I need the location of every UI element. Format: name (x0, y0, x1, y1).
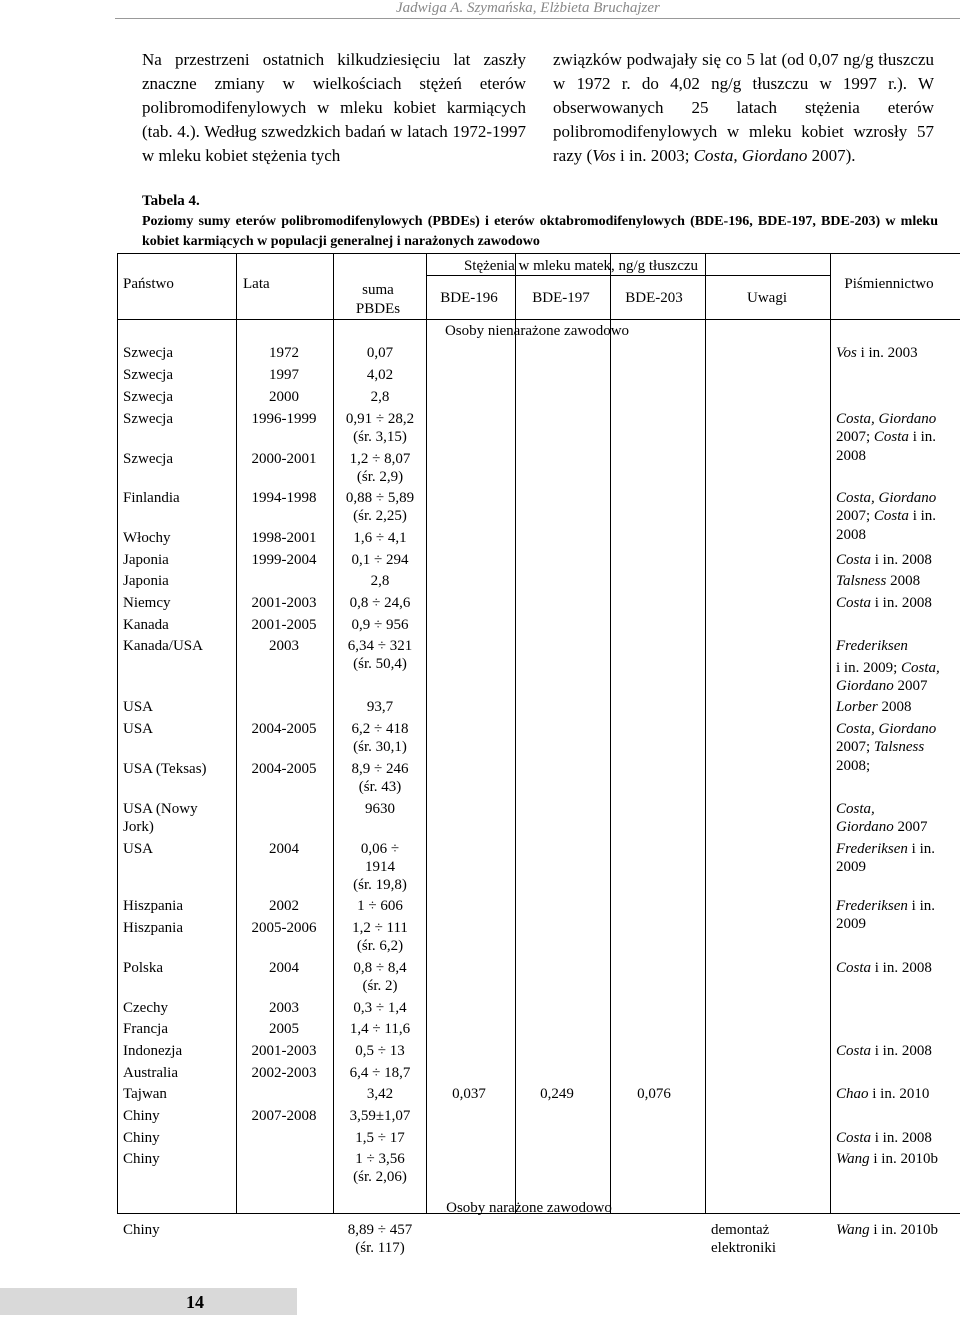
header-notes: Uwagi (747, 290, 787, 306)
footer-band (0, 1288, 297, 1315)
row-country: Indonezja (123, 1043, 183, 1059)
row-sum-pbdes: 0,91 ÷ 28,2 (345, 411, 415, 427)
row-sum-pbdes: 1,4 ÷ 11,6 (349, 1021, 411, 1037)
row-reference: Costa i in. 2008 (836, 1043, 932, 1059)
row-country: Szwecja (123, 389, 173, 405)
table-label: Tabela 4. (142, 193, 200, 209)
row-sum-pbdes: (śr. 2) (362, 978, 398, 994)
row-reference: Frederiksen (836, 638, 908, 654)
row-country: USA (123, 699, 154, 715)
row-country: Chiny (123, 1130, 160, 1146)
header-bde197: BDE-197 (532, 290, 590, 306)
row-country: Hiszpania (123, 898, 183, 914)
row-years: 2002-2003 (251, 1065, 317, 1081)
row-reference: Costa, Giordano (836, 721, 937, 737)
row-sum-pbdes: 0,8 ÷ 8,4 (353, 960, 407, 976)
row-sum-pbdes: 6,4 ÷ 18,7 (349, 1065, 411, 1081)
row-sum-pbdes: 1,2 ÷ 111 (352, 920, 408, 936)
header-bottom-rule (117, 319, 960, 320)
row-reference: 2009 (836, 859, 866, 875)
row-country: Japonia (123, 552, 169, 568)
row-country: USA (Teksas) (123, 761, 207, 777)
row-reference: 2007; Costa i in. (836, 508, 937, 524)
row-country: USA (123, 841, 154, 857)
row-reference: Giordano 2007 (836, 678, 928, 694)
row-reference: Frederiksen i in. (836, 841, 936, 857)
row-country: Kanada/USA (123, 638, 203, 654)
row-years: 2004 (269, 841, 299, 857)
years-column-separator (236, 253, 237, 1213)
row-sum-pbdes: 1 ÷ 3,56 (355, 1151, 405, 1167)
row-country: Szwecja (123, 411, 173, 427)
row-country: Włochy (123, 530, 171, 546)
section-exposed: Osoby narażone zawodowo (446, 1200, 612, 1216)
row-bde197: 0,249 (540, 1086, 574, 1102)
row-sum-pbdes: 2,8 (370, 389, 390, 405)
header-concentration: Stężenia w mleku matek, ng/g tłuszczu (463, 258, 699, 274)
row-sum-pbdes: 9630 (365, 801, 395, 817)
section-unexposed: Osoby nienarażone zawodowo (444, 323, 630, 339)
row-reference: Vos i in. 2003 (836, 345, 918, 361)
row-sum-pbdes: 6,34 ÷ 321 (347, 638, 413, 654)
row-reference: Costa i in. 2008 (836, 595, 932, 611)
row-sum-pbdes: 0,1 ÷ 294 (351, 552, 409, 568)
row-years: 2003 (269, 638, 299, 654)
row-years: 2002 (269, 898, 299, 914)
country-column-left-edge (117, 253, 118, 1213)
bde203-column-separator (610, 253, 611, 1213)
row-country: Japonia (123, 573, 169, 589)
row-sum-pbdes: (śr. 3,15) (353, 429, 407, 445)
row-reference: Wang i in. 2010b (836, 1151, 938, 1167)
row-years: 2000-2001 (251, 451, 317, 467)
row-years: 1999-2004 (251, 552, 317, 568)
row-sum-pbdes: 0,06 ÷ (360, 841, 400, 857)
row-notes: demontaż (711, 1222, 770, 1238)
header-years: Lata (243, 276, 270, 292)
row-sum-pbdes: 0,9 ÷ 956 (351, 617, 409, 633)
row-sum-pbdes: 8,9 ÷ 246 (351, 761, 409, 777)
row-years: 2000 (269, 389, 299, 405)
row-country: Chiny (123, 1222, 160, 1238)
row-reference: Costa, Giordano (836, 411, 937, 427)
row-sum-pbdes: (śr. 19,8) (353, 877, 407, 893)
row-sum-pbdes: (śr. 6,2) (356, 938, 404, 954)
row-years: 1996-1999 (251, 411, 317, 427)
row-sum-pbdes: 2,8 (370, 573, 390, 589)
row-sum-pbdes: 1 ÷ 606 (357, 898, 403, 914)
row-sum-pbdes: 1,2 ÷ 8,07 (349, 451, 411, 467)
row-years: 2005 (269, 1021, 299, 1037)
row-reference: Talsness 2008 (836, 573, 921, 589)
row-years: 2007-2008 (251, 1108, 317, 1124)
row-sum-pbdes: (śr. 2,25) (353, 508, 407, 524)
row-country: Kanada (123, 617, 169, 633)
row-sum-pbdes: 1914 (365, 859, 395, 875)
row-sum-pbdes: 6,2 ÷ 418 (351, 721, 409, 737)
row-reference: Frederiksen i in. (836, 898, 936, 914)
running-header-authors: Jadwiga A. Szymańska, Elżbieta Bruchajzer (396, 0, 660, 16)
row-sum-pbdes: 8,89 ÷ 457 (347, 1222, 413, 1238)
row-reference: Giordano 2007 (836, 819, 928, 835)
row-sum-pbdes: (śr. 30,1) (353, 739, 407, 755)
row-country: Jork) (123, 819, 154, 835)
notes-column-separator (705, 253, 706, 1213)
row-country: Czechy (123, 1000, 168, 1016)
row-bde203: 0,076 (637, 1086, 671, 1102)
row-notes: elektroniki (711, 1240, 776, 1256)
row-years: 2004 (269, 960, 299, 976)
row-years: 2001-2003 (251, 595, 317, 611)
row-country: Finlandia (123, 490, 180, 506)
row-country: Szwecja (123, 451, 173, 467)
row-country: Chiny (123, 1151, 160, 1167)
row-years: 2001-2003 (251, 1043, 317, 1059)
row-sum-pbdes: (śr. 2,9) (356, 469, 404, 485)
row-sum-pbdes: 0,8 ÷ 24,6 (349, 595, 411, 611)
row-reference: 2008; (836, 758, 871, 774)
row-years: 2003 (269, 1000, 299, 1016)
row-reference: Wang i in. 2010b (836, 1222, 938, 1238)
row-reference: 2008 (836, 448, 866, 464)
row-years: 2004-2005 (251, 721, 317, 737)
row-country: Tajwan (123, 1086, 167, 1102)
row-sum-pbdes: 0,5 ÷ 13 (355, 1043, 405, 1059)
row-country: Hiszpania (123, 920, 183, 936)
row-country: Chiny (123, 1108, 160, 1124)
row-years: 1994-1998 (251, 490, 317, 506)
header-references: Piśmiennictwo (844, 276, 934, 292)
row-reference: 2007; Costa i in. (836, 429, 937, 445)
row-reference: Costa, (836, 801, 875, 817)
row-sum-pbdes: 3,59±1,07 (349, 1108, 411, 1124)
row-sum-pbdes: 93,7 (366, 699, 394, 715)
row-country: Szwecja (123, 367, 173, 383)
row-country: Szwecja (123, 345, 173, 361)
bde197-column-separator (515, 253, 516, 1213)
row-reference: Costa i in. 2008 (836, 552, 932, 568)
row-country: USA (123, 721, 154, 737)
row-sum-pbdes: 4,02 (366, 367, 394, 383)
row-reference: i in. 2009; Costa, (836, 660, 940, 676)
row-country: USA (Nowy (123, 801, 198, 817)
row-reference: Lorber 2008 (836, 699, 912, 715)
row-sum-pbdes: 1,5 ÷ 17 (355, 1130, 405, 1146)
row-years: 2004-2005 (251, 761, 317, 777)
row-reference: Costa, Giordano (836, 490, 937, 506)
row-reference: Costa i in. 2008 (836, 1130, 932, 1146)
row-reference: Chao i in. 2010 (836, 1086, 930, 1102)
body-paragraph-right: związków podwajały się co 5 lat (od 0,07 ng/g tłuszczu w 1972 r. do 4,02 ng/g tłuszczu w 1997 r.). W obserwowanych 25 latach stężenia eterów polibromodifenylowych w mleku kobiet wzrosły 57 razy (Vos i in. 2003; Costa, Giordano 2007). (553, 50, 934, 165)
header-sum-unit: PBDEs (355, 301, 401, 317)
body-paragraph-left: Na przestrzeni ostatnich kilkudziesięciu lat zaszły znaczne zmiany w wielkościach stężeń eterów polibromodifenylowych w mleku kobiet karmiących (tab. 4.). Według szwedzkich badań w latach 1972-1997 w mleku kobiet stężenia tych (142, 50, 526, 165)
row-country: Polska (123, 960, 164, 976)
concentration-header-rule (427, 275, 830, 276)
row-sum-pbdes: (śr. 2,06) (353, 1169, 407, 1185)
row-country: Francja (123, 1021, 168, 1037)
row-country: Australia (123, 1065, 178, 1081)
row-years: 2001-2005 (251, 617, 317, 633)
row-years: 2005-2006 (251, 920, 317, 936)
row-country: Niemcy (123, 595, 171, 611)
header-bde203: BDE-203 (625, 290, 683, 306)
row-years: 1997 (269, 367, 299, 383)
page-number: 14 (186, 1292, 204, 1312)
sum-column-separator (333, 253, 334, 1213)
table-caption: Poziomy sumy eterów polibromodifenylowych (PBDEs) i eterów oktabromodifenylowych (BDE-196, BDE-197, BDE-203) w mleku kobiet karmiących w populacji generalnej i narażonych zawodowo (142, 214, 938, 249)
row-sum-pbdes: 3,42 (366, 1086, 394, 1102)
header-bde196: BDE-196 (440, 290, 498, 306)
row-sum-pbdes: 0,07 (366, 345, 394, 361)
row-sum-pbdes: (śr. 117) (355, 1240, 405, 1256)
row-sum-pbdes: 1,6 ÷ 4,1 (353, 530, 407, 546)
data-table (117, 253, 960, 1256)
row-reference: 2008 (836, 527, 866, 543)
bde196-column-separator (426, 253, 427, 1213)
header-rule (115, 18, 960, 19)
row-reference: Costa i in. 2008 (836, 960, 932, 976)
row-bde196: 0,037 (452, 1086, 486, 1102)
row-sum-pbdes: (śr. 43) (358, 779, 402, 795)
row-years: 1998-2001 (251, 530, 317, 546)
row-years: 1972 (269, 345, 299, 361)
running-header (0, 0, 680, 17)
row-reference: 2007; Talsness (836, 739, 925, 755)
row-sum-pbdes: 0,88 ÷ 5,89 (345, 490, 415, 506)
references-column-separator (830, 253, 831, 1213)
row-sum-pbdes: 0,3 ÷ 1,4 (353, 1000, 407, 1016)
header-country: Państwo (123, 276, 174, 292)
table-top-rule (117, 253, 960, 254)
row-reference: 2009 (836, 916, 866, 932)
header-sum: suma (362, 282, 394, 298)
row-sum-pbdes: (śr. 50,4) (353, 656, 407, 672)
